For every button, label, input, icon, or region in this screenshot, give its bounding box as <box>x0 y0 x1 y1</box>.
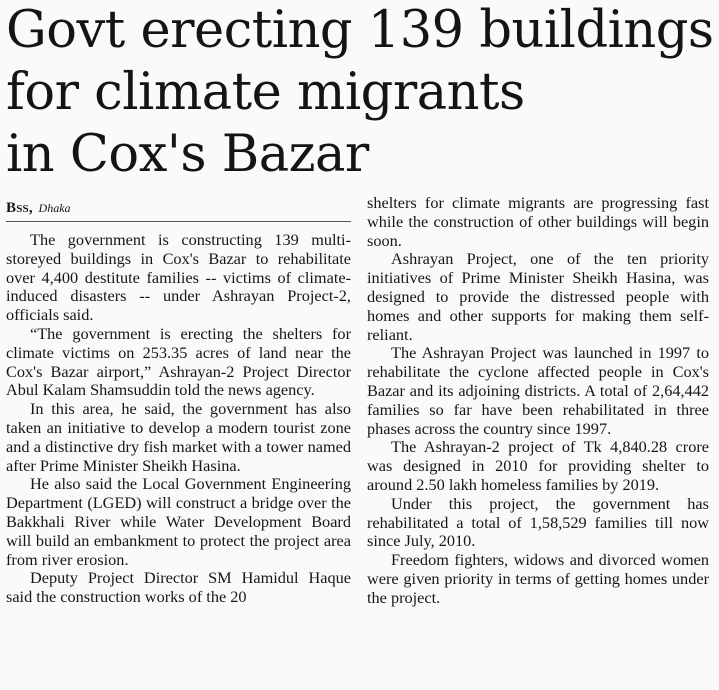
paragraph: He also said the Local Government Engineering Department (LGED) will construct a bridge over the Bakkhali River while Water Development Board will build an embankment to protect the project area from river erosion. <box>6 474 351 569</box>
paragraph: In this area, he said, the government has also taken an initiative to develop a modern tourist zone and a distinctive dry fish market with a tower named after Prime Minister Sheikh Hasina. <box>6 399 351 475</box>
paragraph: The government is constructing 139 multi-storeyed buildings in Cox's Bazar to rehabilitate over 4,400 destitute families -- victims of climate-induced disasters -- under Ashrayan Project-2, officials said. <box>6 230 351 325</box>
paragraph: shelters for climate migrants are progressing fast while the construction of other buildings will begin soon. <box>367 193 709 250</box>
paragraph: “The government is erecting the shelters for climate victims on 253.35 acres of land near the Cox's Bazar airport,” Ashrayan-2 Project Director Abul Kalam Shamsuddin told the news agency. <box>6 323 351 400</box>
headline-line: in Cox's Bazar <box>6 125 369 184</box>
paragraph: The Ashrayan Project was launched in 1997 to rehabilitate the cyclone affected people in Cox's Bazar and its adjoining districts. A total of 2,64,442 families so far have been rehabilitated in three phases across the country since 1997. <box>367 343 709 438</box>
paragraph: Ashrayan Project, one of the ten priority initiatives of Prime Minister Sheikh Hasina, was designed to provide the distressed people with homes and other supports for making them self-reliant. <box>367 249 709 344</box>
byline-agency: Bss, <box>6 200 33 216</box>
byline <box>6 199 351 222</box>
byline-place: Dhaka <box>38 201 71 215</box>
article-column-left <box>6 231 351 607</box>
paragraph: The Ashrayan-2 project of Tk 4,840.28 crore was designed in 2010 for providing shelter to around 2.50 lakh homeless families by 2019. <box>367 437 709 494</box>
paragraph: Deputy Project Director SM Hamidul Haque said the construction works of the 20 <box>6 568 351 607</box>
headline-line: for climate migrants <box>6 63 525 122</box>
paragraph: Freedom fighters, widows and divorced women were given priority in terms of getting homes under the project. <box>367 550 709 607</box>
headline <box>6 0 716 186</box>
paragraph: Under this project, the government has rehabilitated a total of 1,58,529 families till now since July, 2010. <box>367 493 709 551</box>
article-column-right <box>367 194 709 608</box>
headline-line: Govt erecting 139 buildings <box>6 1 714 60</box>
